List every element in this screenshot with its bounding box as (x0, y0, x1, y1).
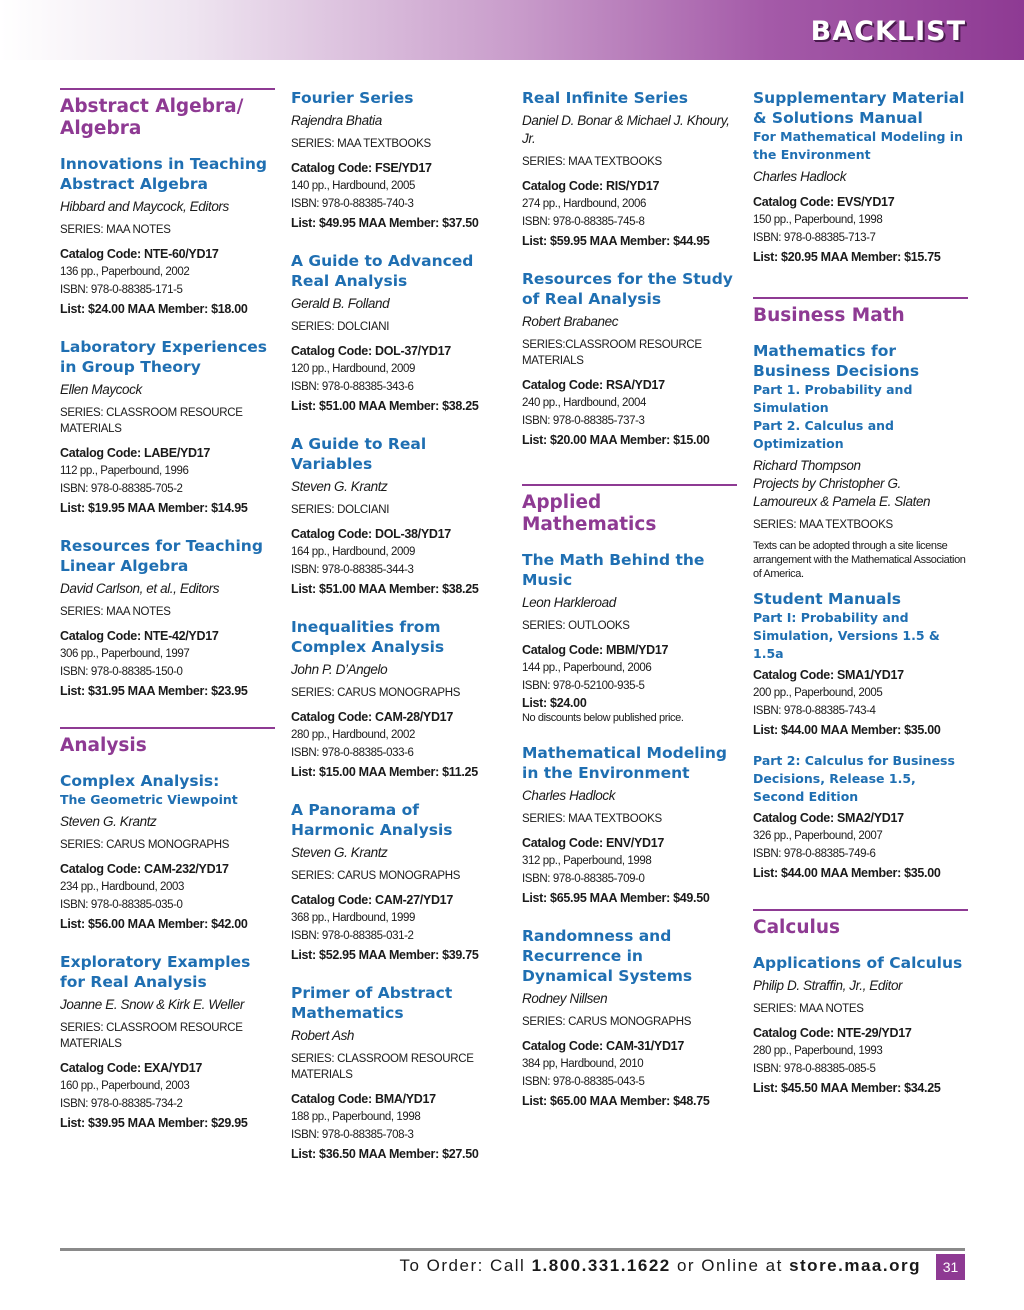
book-author: Robert Ash (291, 1028, 355, 1043)
book-author-secondary: Projects by Christopher G. Lamoureux & Pamela E. Slaten (753, 476, 931, 509)
book-title: The Math Behind the Music (522, 551, 705, 589)
book-entry (60, 337, 275, 518)
section-title: Abstract Algebra/ Algebra (60, 96, 244, 139)
book-pages: 120 pp., Hardbound, 2009 (291, 363, 416, 375)
column-4 (753, 88, 968, 1116)
book-title: Inequalities from Complex Analysis (291, 618, 445, 656)
book-title: Applications of Calculus (753, 954, 963, 972)
book-series: SERIES: CARUS MONOGRAPHS (60, 839, 230, 851)
book-entry (60, 536, 275, 701)
section-applied-mathematics (522, 484, 737, 1111)
book-isbn: ISBN: 978-0-88385-708-3 (291, 1129, 414, 1141)
book-author: Leon Harkleroad (522, 595, 616, 610)
book-title: Innovations in Teaching Abstract Algebra (60, 155, 267, 193)
book-price: List: $20.00 MAA Member: $15.00 (522, 433, 710, 447)
column-2 (291, 88, 506, 1182)
section-title: Business Math (753, 305, 905, 326)
catalog-code: Catalog Code: NTE-60/YD17 (60, 247, 219, 261)
book-isbn: ISBN: 978-0-88385-749-6 (753, 848, 876, 860)
order-phone[interactable]: 1.800.331.1622 (531, 1256, 671, 1275)
catalog-code: Catalog Code: EXA/YD17 (60, 1061, 203, 1075)
book-isbn: ISBN: 978-0-88385-035-0 (60, 899, 183, 911)
catalog-code: Catalog Code: LABE/YD17 (60, 446, 211, 460)
book-price: List: $19.95 MAA Member: $14.95 (60, 501, 248, 515)
catalog-code: Catalog Code: ENV/YD17 (522, 836, 665, 850)
book-entry (291, 983, 506, 1164)
book-entry (753, 752, 968, 883)
book-isbn: ISBN: 978-0-52100-935-5 (522, 680, 645, 692)
book-isbn: ISBN: 978-0-88385-150-0 (60, 666, 183, 678)
book-series: SERIES: CARUS MONOGRAPHS (522, 1016, 692, 1028)
book-author: Rajendra Bhatia (291, 113, 382, 128)
book-series: SERIES: CARUS MONOGRAPHS (291, 687, 461, 699)
price-note: No discounts below published price. (522, 712, 684, 724)
book-pages: 150 pp., Paperbound, 1998 (753, 214, 883, 226)
catalog-code: Catalog Code: CAM-28/YD17 (291, 710, 453, 724)
book-subtitle: The Geometric Viewpoint (60, 792, 238, 807)
book-author: Daniel D. Bonar & Michael J. Khoury, Jr. (522, 113, 730, 146)
book-isbn: ISBN: 978-0-88385-705-2 (60, 483, 183, 495)
book-title: Supplementary Material & Solutions Manual (753, 89, 965, 127)
book-price: List: $20.95 MAA Member: $15.75 (753, 250, 941, 264)
book-series: SERIES: CLASSROOM RESOURCE MATERIALS (291, 1053, 474, 1081)
book-author: Steven G. Krantz (291, 845, 388, 860)
book-pages: 280 pp., Paperbound, 1993 (753, 1045, 883, 1057)
book-author: Joanne E. Snow & Kirk E. Weller (60, 997, 244, 1012)
section-title: Applied Mathematics (522, 492, 657, 535)
catalog-code: Catalog Code: RSA/YD17 (522, 378, 665, 392)
book-isbn: ISBN: 978-0-88385-344-3 (291, 564, 414, 576)
book-isbn: ISBN: 978-0-88385-740-3 (291, 198, 414, 210)
book-price: List: $51.00 MAA Member: $38.25 (291, 582, 479, 596)
catalog-code: Catalog Code: MBM/YD17 (522, 643, 669, 657)
book-title: Randomness and Recurrence in Dynamical Systems (522, 927, 693, 985)
book-price: List: $24.00 MAA Member: $18.00 (60, 302, 248, 316)
book-author: Steven G. Krantz (60, 814, 157, 829)
book-series: SERIES: MAA NOTES (60, 224, 171, 236)
column-3 (522, 88, 737, 1129)
book-entry (753, 341, 968, 581)
book-isbn: ISBN: 978-0-88385-709-0 (522, 873, 645, 885)
book-author: Rodney Nillsen (522, 991, 608, 1006)
book-author: Ellen Maycock (60, 382, 142, 397)
header-banner (0, 0, 1024, 60)
catalog-code: Catalog Code: BMA/YD17 (291, 1092, 436, 1106)
book-price: List: $44.00 MAA Member: $35.00 (753, 723, 941, 737)
book-series: SERIES:CLASSROOM RESOURCE MATERIALS (522, 339, 702, 367)
section-abstract-algebra (60, 88, 275, 701)
book-author: Hibbard and Maycock, Editors (60, 199, 229, 214)
footer-rule (60, 1248, 965, 1251)
book-series: SERIES: CLASSROOM RESOURCE MATERIALS (60, 407, 243, 435)
book-entry (291, 251, 506, 416)
book-entry (291, 800, 506, 965)
book-subtitle: Part I: Probability and Simulation, Versions 1.5 & 1.5a (753, 610, 940, 661)
catalog-code: Catalog Code: DOL-38/YD17 (291, 527, 451, 541)
book-author: David Carlson, et al., Editors (60, 581, 220, 596)
book-price: List: $31.95 MAA Member: $23.95 (60, 684, 248, 698)
book-isbn: ISBN: 978-0-88385-171-5 (60, 284, 183, 296)
book-author: Philip D. Straffin, Jr., Editor (753, 978, 903, 993)
book-isbn: ISBN: 978-0-88385-737-3 (522, 415, 645, 427)
book-pages: 306 pp., Paperbound, 1997 (60, 648, 190, 660)
book-isbn: ISBN: 978-0-88385-343-6 (291, 381, 414, 393)
book-series: SERIES: OUTLOOKS (522, 620, 630, 632)
book-entry (522, 88, 737, 251)
book-pages: 188 pp., Paperbound, 1998 (291, 1111, 421, 1123)
book-title: A Guide to Advanced Real Analysis (291, 252, 474, 290)
book-pages: 326 pp., Paperbound, 2007 (753, 830, 883, 842)
book-price: List: $52.95 MAA Member: $39.75 (291, 948, 479, 962)
book-pages: 200 pp., Paperbound, 2005 (753, 687, 883, 699)
book-author: Gerald B. Folland (291, 296, 390, 311)
book-author: Steven G. Krantz (291, 479, 388, 494)
section-analysis (60, 727, 275, 1133)
section-title: Analysis (60, 735, 147, 756)
order-prefix: To Order: Call (399, 1256, 532, 1275)
book-series: SERIES: DOLCIANI (291, 504, 390, 516)
book-pages: 280 pp., Hardbound, 2002 (291, 729, 416, 741)
book-entry (60, 771, 275, 934)
book-entry (522, 926, 737, 1111)
book-pages: 384 pp, Hardbound, 2010 (522, 1058, 644, 1070)
catalog-code: Catalog Code: EVS/YD17 (753, 195, 895, 209)
book-title: Resources for the Study of Real Analysis (522, 270, 733, 308)
book-isbn: ISBN: 978-0-88385-033-6 (291, 747, 414, 759)
book-author: Charles Hadlock (522, 788, 616, 803)
book-price: List: $45.50 MAA Member: $34.25 (753, 1081, 941, 1095)
column-1 (60, 88, 275, 1151)
order-info (399, 1256, 921, 1276)
book-title: Fourier Series (291, 89, 414, 107)
book-title: Complex Analysis: (60, 772, 220, 790)
book-price: List: $24.00 (522, 696, 587, 710)
catalog-code: Catalog Code: CAM-27/YD17 (291, 893, 453, 907)
book-title: Primer of Abstract Mathematics (291, 984, 453, 1022)
catalog-code: Catalog Code: SMA2/YD17 (753, 811, 904, 825)
section-business-math (753, 297, 968, 883)
book-pages: 240 pp., Hardbound, 2004 (522, 397, 647, 409)
book-series: SERIES: MAA TEXTBOOKS (753, 519, 893, 531)
book-pages: 312 pp., Paperbound, 1998 (522, 855, 652, 867)
store-link[interactable]: store.maa.org (789, 1256, 921, 1275)
book-price: List: $65.00 MAA Member: $48.75 (522, 1094, 710, 1108)
book-title: A Panorama of Harmonic Analysis (291, 801, 453, 839)
book-title: Mathematics for Business Decisions (753, 342, 920, 380)
book-entry (291, 617, 506, 782)
book-price: List: $44.00 MAA Member: $35.00 (753, 866, 941, 880)
book-price: List: $15.00 MAA Member: $11.25 (291, 765, 478, 779)
book-series: SERIES: CARUS MONOGRAPHS (291, 870, 461, 882)
book-pages: 160 pp., Paperbound, 2003 (60, 1080, 190, 1092)
book-series: SERIES: MAA NOTES (753, 1003, 864, 1015)
book-entry (522, 743, 737, 908)
book-title: Laboratory Experiences in Group Theory (60, 338, 268, 376)
book-pages: 136 pp., Paperbound, 2002 (60, 266, 190, 278)
book-series: SERIES: CLASSROOM RESOURCE MATERIALS (60, 1022, 243, 1050)
book-pages: 274 pp., Hardbound, 2006 (522, 198, 647, 210)
section-title: Calculus (753, 917, 841, 938)
book-entry (60, 154, 275, 319)
catalog-code: Catalog Code: DOL-37/YD17 (291, 344, 451, 358)
book-pages: 368 pp., Hardbound, 1999 (291, 912, 416, 924)
book-pages: 140 pp., Hardbound, 2005 (291, 180, 416, 192)
book-price: List: $56.00 MAA Member: $42.00 (60, 917, 248, 931)
catalog-code: Catalog Code: NTE-42/YD17 (60, 629, 219, 643)
book-author: Charles Hadlock (753, 169, 847, 184)
book-isbn: ISBN: 978-0-88385-745-8 (522, 216, 645, 228)
book-price: List: $59.95 MAA Member: $44.95 (522, 234, 710, 248)
book-isbn: ISBN: 978-0-88385-713-7 (753, 232, 876, 244)
book-title: Resources for Teaching Linear Algebra (60, 537, 263, 575)
book-title: Real Infinite Series (522, 89, 688, 107)
book-pages: 112 pp., Paperbound, 1996 (60, 465, 189, 477)
book-entry (522, 550, 737, 725)
book-title: Mathematical Modeling in the Environment (522, 744, 727, 782)
book-series: SERIES: MAA TEXTBOOKS (522, 813, 662, 825)
book-isbn: ISBN: 978-0-88385-743-4 (753, 705, 876, 717)
page-number: 31 (936, 1254, 965, 1280)
catalog-code: Catalog Code: CAM-232/YD17 (60, 862, 229, 876)
book-series: SERIES: MAA TEXTBOOKS (291, 138, 431, 150)
license-note: Texts can be adopted through a site license arrangement with the Mathematical Association of America. (753, 540, 966, 580)
book-entry (291, 434, 506, 599)
book-entry (60, 952, 275, 1133)
book-isbn: ISBN: 978-0-88385-043-5 (522, 1076, 645, 1088)
book-subtitle: Part 2: Calculus for Business Decisions, Release 1.5, Second Edition (753, 753, 955, 804)
catalog-code: Catalog Code: NTE-29/YD17 (753, 1026, 912, 1040)
book-title: A Guide to Real Variables (291, 435, 427, 473)
book-series: SERIES: DOLCIANI (291, 321, 390, 333)
book-entry (291, 88, 506, 233)
book-author: John P. D’Angelo (291, 662, 388, 677)
catalog-code: Catalog Code: SMA1/YD17 (753, 668, 904, 682)
book-entry (753, 88, 968, 267)
book-author: Richard Thompson (753, 458, 861, 473)
book-title: Exploratory Examples for Real Analysis (60, 953, 251, 991)
page-header-title: BACKLIST (810, 16, 966, 47)
book-isbn: ISBN: 978-0-88385-734-2 (60, 1098, 183, 1110)
book-series: SERIES: MAA NOTES (60, 606, 171, 618)
section-calculus (753, 909, 968, 1098)
catalog-code: Catalog Code: RIS/YD17 (522, 179, 660, 193)
book-price: List: $39.95 MAA Member: $29.95 (60, 1116, 248, 1130)
book-pages: 234 pp., Hardbound, 2003 (60, 881, 185, 893)
book-series: SERIES: MAA TEXTBOOKS (522, 156, 662, 168)
book-entry (753, 953, 968, 1098)
book-title: Student Manuals (753, 590, 902, 608)
book-price: List: $36.50 MAA Member: $27.50 (291, 1147, 479, 1161)
book-price: List: $51.00 MAA Member: $38.25 (291, 399, 479, 413)
book-isbn: ISBN: 978-0-88385-085-5 (753, 1063, 876, 1075)
book-author: Robert Brabanec (522, 314, 619, 329)
book-entry (522, 269, 737, 450)
book-pages: 164 pp., Hardbound, 2009 (291, 546, 416, 558)
catalog-code: Catalog Code: FSE/YD17 (291, 161, 432, 175)
order-middle: or Online at (670, 1256, 790, 1275)
book-subtitle: For Mathematical Modeling in the Environment (753, 129, 963, 162)
book-subtitle: Part 2. Calculus and Optimization (753, 418, 895, 451)
book-price: List: $65.95 MAA Member: $49.50 (522, 891, 710, 905)
book-subtitle: Part 1. Probability and Simulation (753, 382, 913, 415)
book-entry (753, 589, 968, 740)
catalog-code: Catalog Code: CAM-31/YD17 (522, 1039, 684, 1053)
book-pages: 144 pp., Paperbound, 2006 (522, 662, 652, 674)
book-price: List: $49.95 MAA Member: $37.50 (291, 216, 479, 230)
book-isbn: ISBN: 978-0-88385-031-2 (291, 930, 414, 942)
